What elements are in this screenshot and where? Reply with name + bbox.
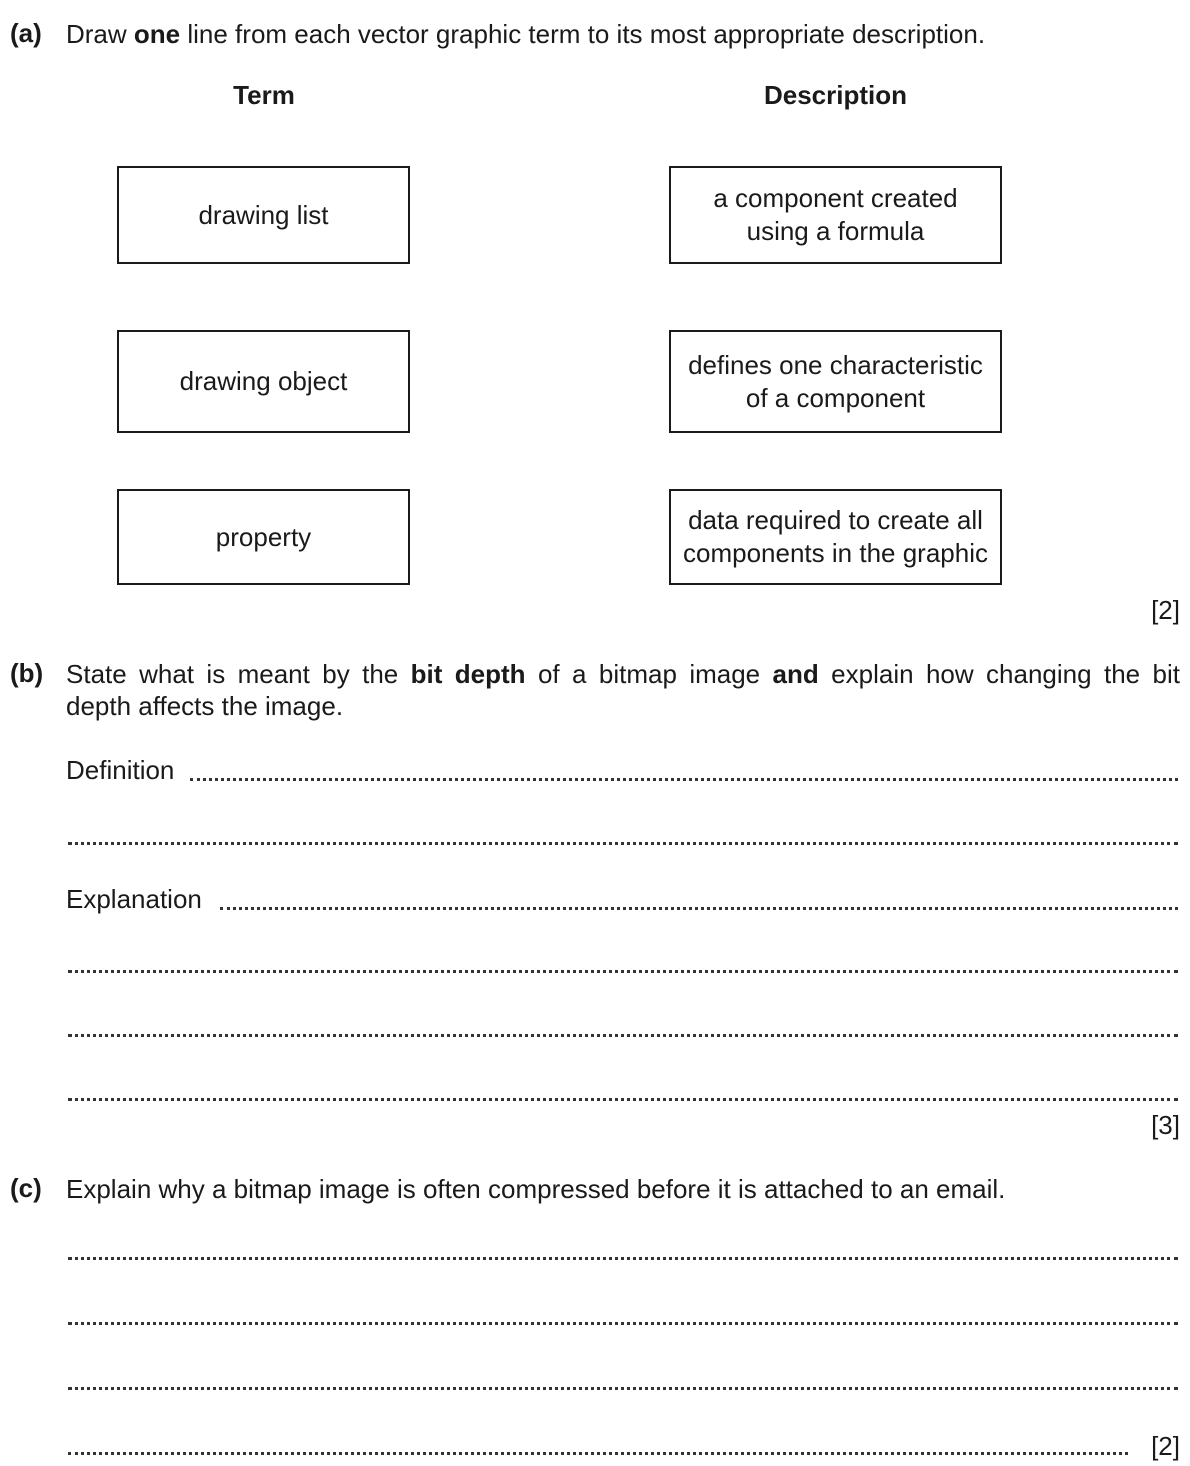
part-c-answer-line-2[interactable] xyxy=(68,1322,1178,1325)
part-c-answer-line-4[interactable] xyxy=(68,1452,1128,1455)
part-b-question-line2: depth affects the image. xyxy=(66,691,344,721)
part-c-marks: [2] xyxy=(1151,1431,1180,1461)
term-box-drawing-list[interactable]: drawing list xyxy=(117,166,410,264)
explanation-answer-line-1[interactable] xyxy=(220,907,1178,910)
definition-answer-line-1[interactable] xyxy=(190,778,1178,781)
explanation-answer-line-3[interactable] xyxy=(68,1034,1178,1037)
term-header: Term xyxy=(233,80,295,110)
explanation-answer-line-2[interactable] xyxy=(68,970,1178,973)
part-a-question: Draw one line from each vector graphic term to its most appropriate description. xyxy=(66,19,986,49)
part-b-label: (b) xyxy=(10,658,44,688)
description-box-all-components[interactable]: data required to create all components in the graphic xyxy=(669,489,1002,585)
description-box-formula[interactable]: a component created using a formula xyxy=(669,166,1002,264)
part-c-label: (c) xyxy=(10,1173,42,1203)
explanation-label: Explanation xyxy=(66,884,202,914)
part-a-marks: [2] xyxy=(1151,595,1180,625)
part-a-label: (a) xyxy=(10,18,42,48)
term-box-drawing-object[interactable]: drawing object xyxy=(117,330,410,433)
part-b-marks: [3] xyxy=(1151,1110,1180,1140)
definition-label: Definition xyxy=(66,755,175,785)
definition-answer-line-2[interactable] xyxy=(68,842,1178,845)
part-c-answer-line-3[interactable] xyxy=(68,1387,1178,1390)
part-c-question: Explain why a bitmap image is often compressed before it is attached to an email. xyxy=(66,1174,1006,1204)
explanation-answer-line-4[interactable] xyxy=(68,1098,1178,1101)
part-b-question-line1: State what is meant by the bit depth of a bitmap image and explain how changing the bit xyxy=(66,659,1180,689)
term-box-property[interactable]: property xyxy=(117,489,410,585)
description-header: Description xyxy=(763,80,908,110)
description-box-characteristic[interactable]: defines one characteristic of a component xyxy=(669,330,1002,433)
part-c-answer-line-1[interactable] xyxy=(68,1257,1178,1260)
